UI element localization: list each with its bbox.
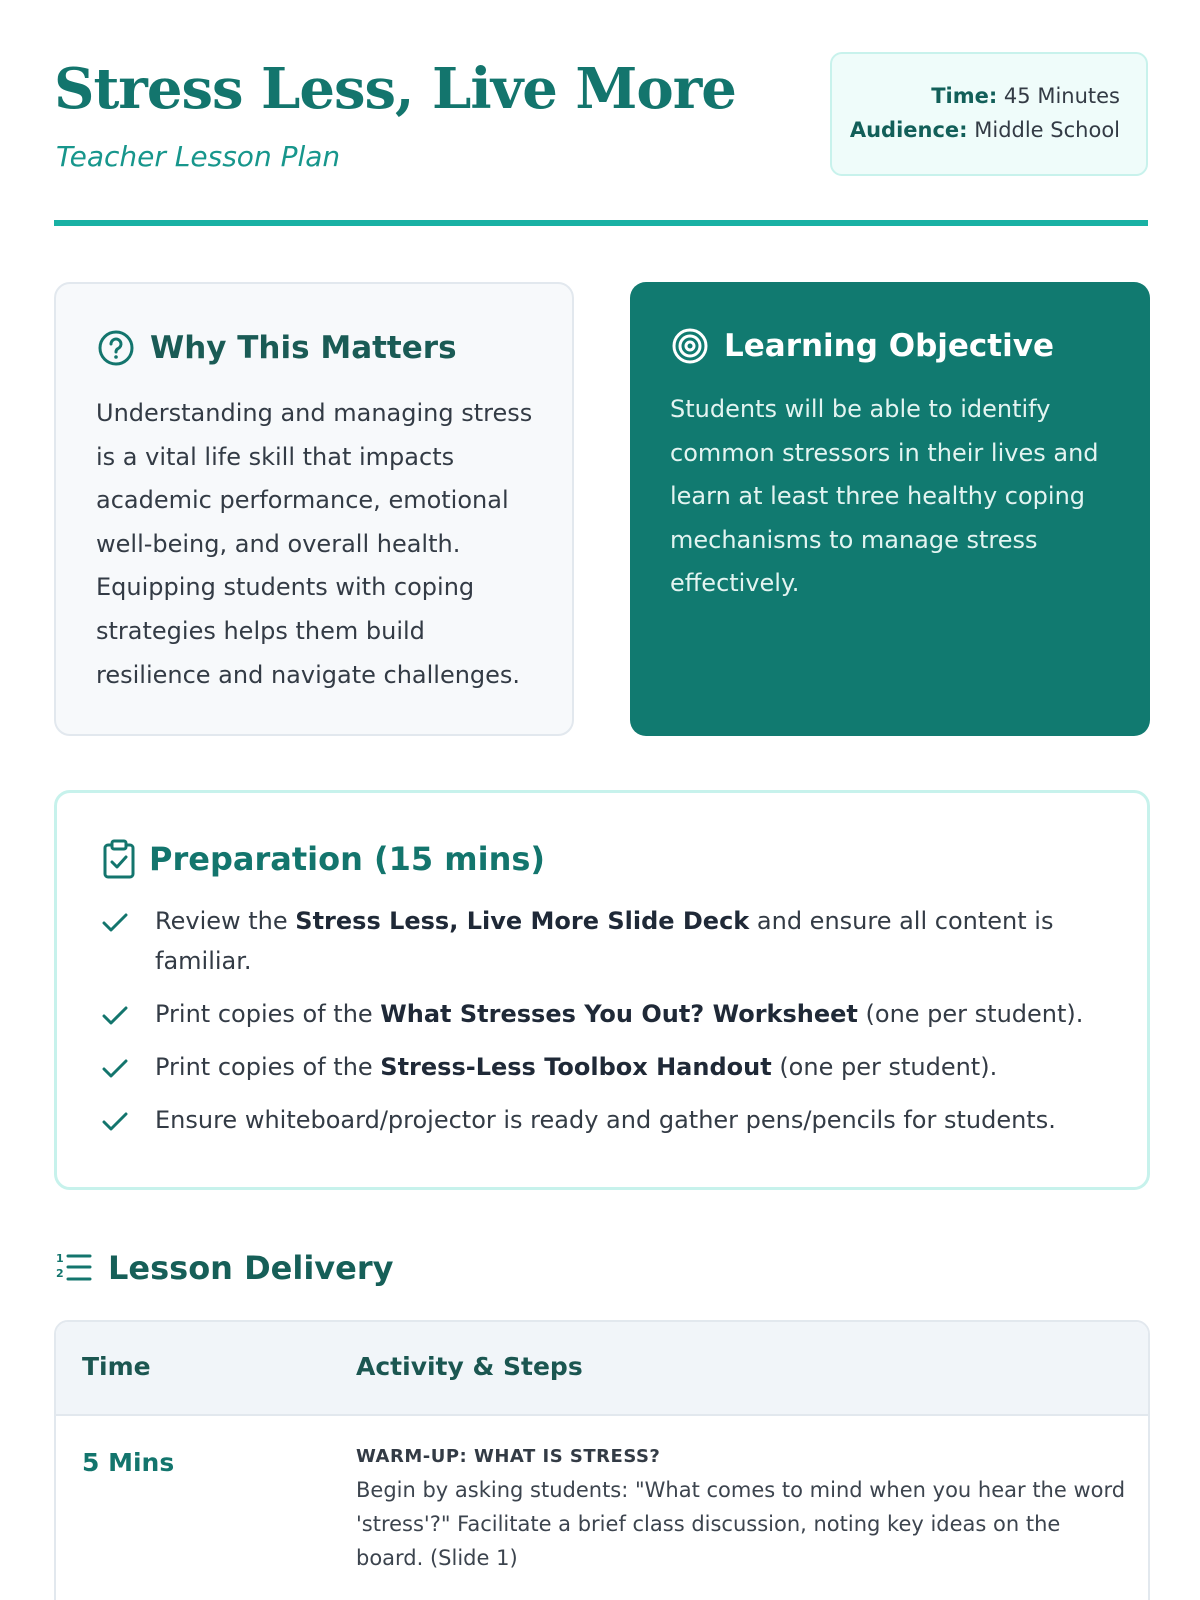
preparation-list (101, 901, 1101, 1153)
preparation-header (101, 839, 545, 879)
preparation-item (101, 1047, 1101, 1087)
why-card-title: Why This Matters (150, 330, 457, 366)
check-icon (101, 1108, 129, 1136)
item-resource: Stress Less, Live More Slide Deck (295, 907, 750, 935)
lesson-delivery-table (54, 1320, 1150, 1600)
time-label: Time: (931, 84, 998, 108)
item-text: Review the (155, 907, 296, 935)
column-header-activity: Activity & Steps (356, 1352, 583, 1381)
page-title: Stress Less, Live More (54, 56, 736, 122)
objective-card-title: Learning Objective (724, 328, 1054, 364)
table-header-row (56, 1322, 1148, 1416)
item-text: Print copies of the (155, 1053, 381, 1081)
check-icon (101, 1002, 129, 1030)
time-meta (931, 84, 1120, 108)
preparation-item (101, 901, 1101, 981)
time-value: 45 Minutes (997, 84, 1120, 108)
preparation-section (54, 790, 1150, 1190)
why-card-header (96, 328, 457, 368)
item-text: Print copies of the (155, 1000, 381, 1028)
activity-title: WARM-UP: WHAT IS STRESS? (356, 1446, 661, 1467)
objective-card-text: Students will be able to identify common stressors in their lives and learn at least three healthy coping mechanisms to manage stress effectively. (670, 395, 1099, 598)
target-icon (670, 326, 710, 366)
row-time: 5 Mins (82, 1448, 175, 1477)
header-divider (54, 220, 1148, 226)
row-activity (356, 1446, 1126, 1575)
check-icon (101, 909, 129, 937)
learning-objective-card (630, 282, 1150, 736)
why-card-text: Understanding and managing stress is a vital life skill that impacts academic performance, emotional well-being, and overall health. Equipping students with coping strategies helps them build resilience and navigate challenges. (96, 399, 533, 689)
page-subtitle: Teacher Lesson Plan (56, 140, 341, 173)
preparation-item (101, 1100, 1101, 1140)
question-circle-icon (96, 328, 136, 368)
lesson-delivery-title: Lesson Delivery (108, 1249, 394, 1287)
column-header-time: Time (82, 1352, 151, 1381)
preparation-title: Preparation (15 mins) (149, 840, 546, 878)
item-text: (one per student). (857, 1000, 1084, 1028)
audience-meta (850, 118, 1120, 142)
audience-label: Audience: (849, 118, 968, 142)
why-this-matters-card (54, 282, 574, 736)
objective-card-header (670, 326, 1054, 366)
item-resource: What Stresses You Out? Worksheet (380, 1000, 858, 1028)
lesson-delivery-header (56, 1248, 394, 1288)
lesson-meta-box (830, 52, 1148, 176)
numbered-list-icon (56, 1250, 92, 1286)
item-text: Ensure whiteboard/projector is ready and gather pens/pencils for students. (155, 1106, 1056, 1134)
page-header (54, 52, 1148, 176)
check-icon (101, 1055, 129, 1083)
audience-value: Middle School (967, 118, 1120, 142)
item-text: (one per student). (771, 1053, 998, 1081)
preparation-item (101, 994, 1101, 1034)
clipboard-check-icon (101, 839, 137, 879)
activity-description: Begin by asking students: "What comes to mind when you hear the word 'stress'?" Facilitate a brief class discussion, noting key ideas on the board. (Slide 1) (356, 1478, 1126, 1570)
item-text: and ensure all content is familiar. (155, 907, 1054, 975)
svg-text:2: 2 (56, 1267, 64, 1280)
item-resource: Stress-Less Toolbox Handout (380, 1053, 772, 1081)
svg-text:1: 1 (56, 1252, 64, 1265)
